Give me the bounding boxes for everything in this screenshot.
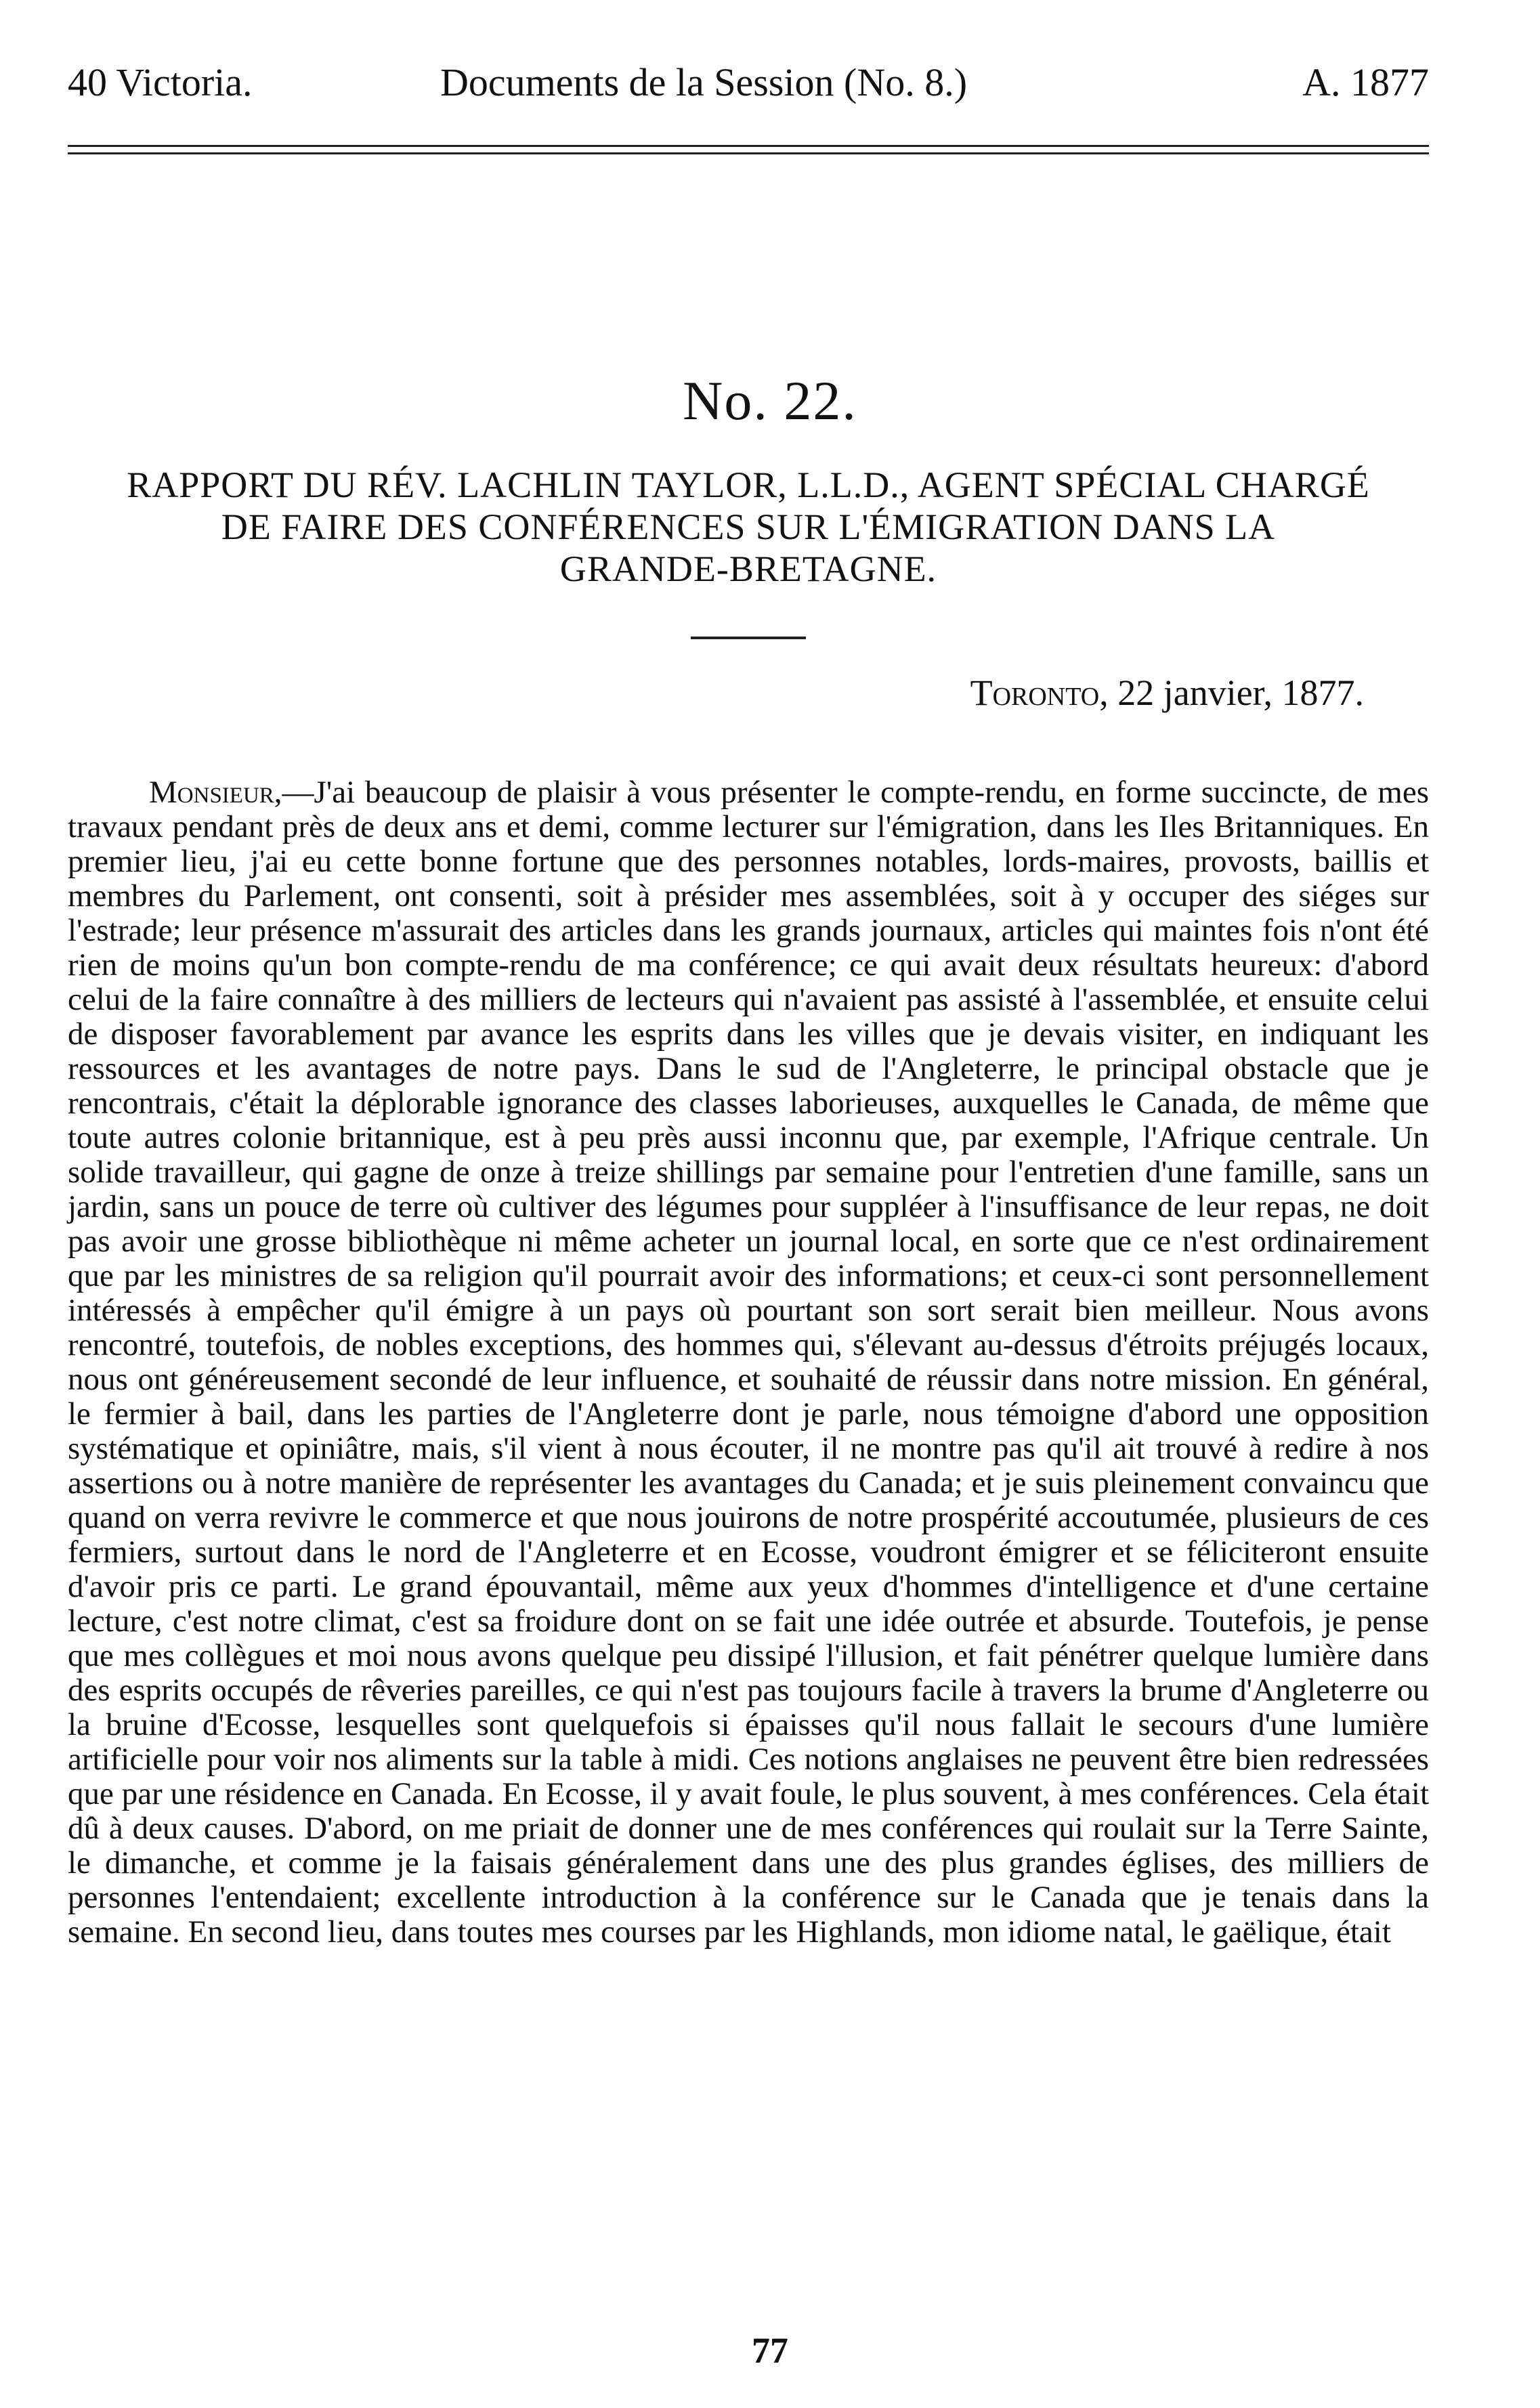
dateline-date: 22 janvier, 1877.: [1108, 672, 1364, 713]
header-double-rule: [68, 145, 1429, 154]
document-number: No. 22.: [683, 370, 857, 431]
header-left: 40 Victoria.: [68, 60, 253, 104]
title-line-2: DE FAIRE DES CONFÉRENCES SUR L'ÉMIGRATION DANS LA: [221, 507, 1276, 547]
header-right: A. 1877: [1302, 60, 1429, 104]
title-line-1: RAPPORT DU RÉV. LACHLIN TAYLOR, L.L.D., AGENT SPÉCIAL CHARGÉ: [127, 465, 1370, 505]
title-separator-rule: [691, 637, 806, 639]
letter-body: [68, 775, 1429, 1950]
dateline-place: Toronto,: [970, 672, 1109, 713]
body-paragraph: —J'ai beaucoup de plaisir à vous présenter le compte-rendu, en forme succincte, de mes travaux pendant près de deux ans et demi, comme lecturer sur l'émigration, dans les Iles Britanniques. En premier lieu, j'ai eu cette bonne fortune que des personnes notables, lords-maires, provosts, baillis et membres du Parlement, ont consenti, soit à présider mes assemblées, soit à y occuper des siéges sur l'estrade; leur présence m'assurait des articles dans les grands journaux, articles qui maintes fois n'ont été rien de moins qu'un bon compte-rendu de ma conférence; ce qui avait deux résultats heureux: d'abord celui de la faire connaître à des milliers de lecteurs qui n'avaient pas assisté à l'assemblée, et ensuite celui de disposer favorablement par avance les esprits dans les villes que je devais visiter, en indiquant les ressources et les avantages de notre pays. Dans le sud de l'Angleterre, le principal obstacle que je rencontrais, c'était la déplorable ignorance des classes laborieuses, auxquelles le Canada, de même que toute autres colonie britannique, est à peu près aussi inconnu que, par exemple, l'Afrique centrale. Un solide travailleur, qui gagne de onze à treize shillings par semaine pour l'entretien d'une famille, sans un jardin, sans un pouce de terre où cultiver des légumes pour suppléer à l'insuffisance de leur repas, ne doit pas avoir une grosse bibliothèque ni même acheter un journal local, en sorte que ce n'est ordinairement que par les ministres de sa religion qu'il pourrait avoir des informations; et ceux-ci sont personnellement intéressés à empêcher qu'il émigre à un pays où pourtant son sort serait bien meilleur. Nous avons rencontré, toutefois, de nobles exceptions, des hommes qui, s'élevant au-dessus d'étroits préjugés locaux, nous ont généreusement secondé de leur influence, et souhaité de réussir dans notre mission. En général, le fermier à bail, dans les parties de l'Angleterre dont je parle, nous témoigne d'abord une opposition systématique et opiniâtre, mais, s'il vient à nous écouter, il ne montre pas qu'il ait trouvé à redire à nos assertions ou à notre manière de représenter les avantages du Canada; et je suis pleinement convaincu que quand on verra revivre le commerce et que nous jouirons de notre prospérité accoutumée, plusieurs de ces fermiers, surtout dans le nord de l'Angleterre et en Ecosse, voudront émigrer et se féliciteront ensuite d'avoir pris ce parti. Le grand épouvantail, même aux yeux d'hommes d'intelligence et d'une certaine lecture, c'est notre climat, c'est sa froidure dont on se fait une idée outrée et absurde. Toutefois, je pense que mes collègues et moi nous avons quelque peu dissipé l'illusion, et fait pénétrer quelque lumière dans des esprits occupés de rêveries pareilles, ce qui n'est pas toujours facile à travers la brume d'Angleterre ou la bruine d'Ecosse, lesquelles sont quelquefois si épaisses qu'il nous fallait le secours d'une lumière artificielle pour voir nos aliments sur la table à midi. Ces notions anglaises ne peuvent être bien redressées que par une résidence en Canada. En Ecosse, il y avait foule, le plus souvent, à mes conférences. Cela était dû à deux causes. D'abord, on me priait de donner une de mes conférences qui roulait sur la Terre Sainte, le dimanche, et comme je la faisais généralement dans une des plus grandes églises, des milliers de personnes l'entendaient; excellente introduction à la conférence sur le Canada que je tenais dans la semaine. En second lieu, dans toutes mes courses par les Highlands, mon idiome natal, le gaëlique, était: [68, 775, 1429, 1950]
running-header: [68, 56, 1429, 110]
page-number: 77: [752, 2330, 788, 2371]
salutation: Monsieur,: [149, 775, 282, 810]
title-line-3: GRANDE-BRETAGNE.: [559, 549, 937, 589]
header-center: Documents de la Session (No. 8.): [440, 60, 968, 104]
dateline: [970, 669, 1364, 716]
report-title: [68, 464, 1429, 590]
